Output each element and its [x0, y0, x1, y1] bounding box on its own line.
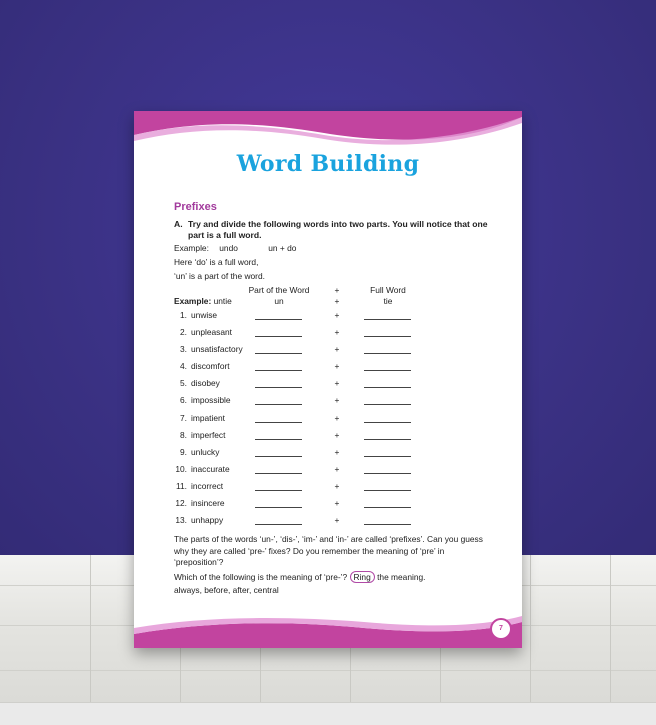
part-answer-blank[interactable] [255, 387, 302, 388]
instruction [174, 219, 489, 241]
col-full-header: Full Word [370, 285, 406, 295]
row-word: unsatisfactory [191, 344, 243, 355]
row-word: unlucky [191, 446, 220, 457]
row-word: disobey [191, 378, 220, 389]
row-plus: + [334, 361, 340, 372]
part-answer-blank[interactable] [255, 370, 302, 371]
row-number: 8. [180, 429, 187, 440]
worksheet-content [174, 201, 489, 597]
table-row [174, 413, 489, 430]
row-plus: + [334, 463, 340, 474]
row-plus: + [334, 429, 340, 440]
row-word: incorrect [191, 480, 224, 491]
row-number: 12. [175, 498, 187, 509]
example-row-word: untie [213, 296, 232, 306]
example-split: un + do [268, 243, 297, 253]
part-answer-blank[interactable] [255, 336, 302, 337]
full-word-answer-blank[interactable] [364, 507, 411, 508]
worksheet-page [134, 111, 522, 648]
table-row [174, 378, 489, 395]
row-plus: + [334, 327, 340, 338]
row-plus: + [334, 412, 340, 423]
table-row [174, 361, 489, 378]
row-number: 10. [175, 463, 187, 474]
full-word-answer-blank[interactable] [364, 353, 411, 354]
row-plus: + [334, 395, 340, 406]
full-word-answer-blank[interactable] [364, 439, 411, 440]
row-plus: + [334, 515, 340, 526]
full-word-answer-blank[interactable] [364, 319, 411, 320]
instruction-label: A. [174, 219, 183, 229]
instruction-text: Try and divide the following words into two parts. You will notice that one part is a full word. [188, 219, 488, 240]
row-word: insincere [191, 498, 225, 509]
table-row [174, 395, 489, 412]
full-word-answer-blank[interactable] [364, 336, 411, 337]
table-rows [174, 310, 489, 532]
question-paragraph [174, 571, 489, 584]
example-row-plus: + [334, 296, 340, 306]
row-word: unhappy [191, 515, 224, 526]
table-row [174, 498, 489, 515]
row-word: impossible [191, 395, 231, 406]
part-answer-blank[interactable] [255, 319, 302, 320]
table-row [174, 447, 489, 464]
top-wave-decoration [134, 111, 522, 147]
full-word-answer-blank[interactable] [364, 490, 411, 491]
bottom-wave-decoration [134, 608, 522, 648]
row-word: impatient [191, 412, 225, 423]
row-plus: + [334, 498, 340, 509]
part-answer-blank[interactable] [255, 524, 302, 525]
question-text-end: the meaning. [377, 571, 426, 582]
part-answer-blank[interactable] [255, 439, 302, 440]
table-row [174, 464, 489, 481]
table-row [174, 344, 489, 361]
row-plus: + [334, 480, 340, 491]
part-answer-blank[interactable] [255, 490, 302, 491]
row-number: 5. [180, 378, 187, 389]
row-number: 7. [180, 412, 187, 423]
row-number: 6. [180, 395, 187, 406]
full-word-answer-blank[interactable] [364, 387, 411, 388]
full-word-answer-blank[interactable] [364, 524, 411, 525]
example-row-label: Example: [174, 296, 212, 306]
example-row-full: tie [383, 296, 393, 306]
row-word: imperfect [191, 429, 226, 440]
row-number: 11. [175, 480, 187, 491]
table-row [174, 481, 489, 498]
section-heading: Prefixes [174, 201, 217, 213]
full-word-answer-blank[interactable] [364, 456, 411, 457]
ring-word: Ring [350, 571, 375, 583]
part-answer-blank[interactable] [255, 473, 302, 474]
table-row [174, 515, 489, 532]
table-row [174, 430, 489, 447]
col-part-header: Part of the Word [248, 285, 310, 295]
table-header [174, 285, 489, 296]
full-word-answer-blank[interactable] [364, 473, 411, 474]
example-row-part: un [274, 296, 284, 306]
part-answer-blank[interactable] [255, 456, 302, 457]
table-row [174, 310, 489, 327]
row-word: discomfort [191, 361, 230, 372]
full-word-answer-blank[interactable] [364, 370, 411, 371]
row-number: 2. [180, 327, 187, 338]
row-number: 13. [175, 515, 187, 526]
page-number: 7 [490, 618, 512, 640]
example-line [174, 241, 489, 255]
full-word-answer-blank[interactable] [364, 422, 411, 423]
example-word: undo [219, 243, 238, 253]
example-label: Example: [174, 243, 209, 253]
table-row [174, 327, 489, 344]
example-row [174, 296, 489, 310]
row-plus: + [334, 378, 340, 389]
prefix-table [174, 285, 489, 532]
row-plus: + [334, 446, 340, 457]
row-number: 4. [180, 361, 187, 372]
row-number: 9. [180, 446, 187, 457]
col-plus-header: + [334, 285, 340, 295]
page-title: Word Building [236, 151, 420, 177]
row-plus: + [334, 344, 340, 355]
options-line: always, before, after, central [174, 585, 279, 596]
full-word-answer-blank[interactable] [364, 404, 411, 405]
prefix-paragraph: The parts of the words ‘un-’, ‘dis-’, ‘im-’ and ‘in-’ are called ‘prefixes’. Can you guess why they are called ‘pre-’ fixes? Do you remember the meaning of ‘pre’ in ‘preposition’? [174, 534, 483, 568]
row-word: unpleasant [191, 327, 232, 338]
part-answer-blank[interactable] [255, 507, 302, 508]
row-number: 1. [180, 310, 187, 320]
part-answer-blank[interactable] [255, 422, 302, 423]
row-word: inaccurate [191, 463, 230, 474]
note-line-2: ‘un’ is a part of the word. [174, 271, 265, 281]
part-answer-blank[interactable] [255, 353, 302, 354]
part-answer-blank[interactable] [255, 404, 302, 405]
question-text: Which of the following is the meaning of ‘pre-’? [174, 571, 348, 582]
row-number: 3. [180, 344, 187, 355]
row-plus: + [334, 310, 340, 320]
row-word: unwise [191, 310, 218, 320]
note-line-1: Here ‘do’ is a full word, [174, 257, 259, 267]
